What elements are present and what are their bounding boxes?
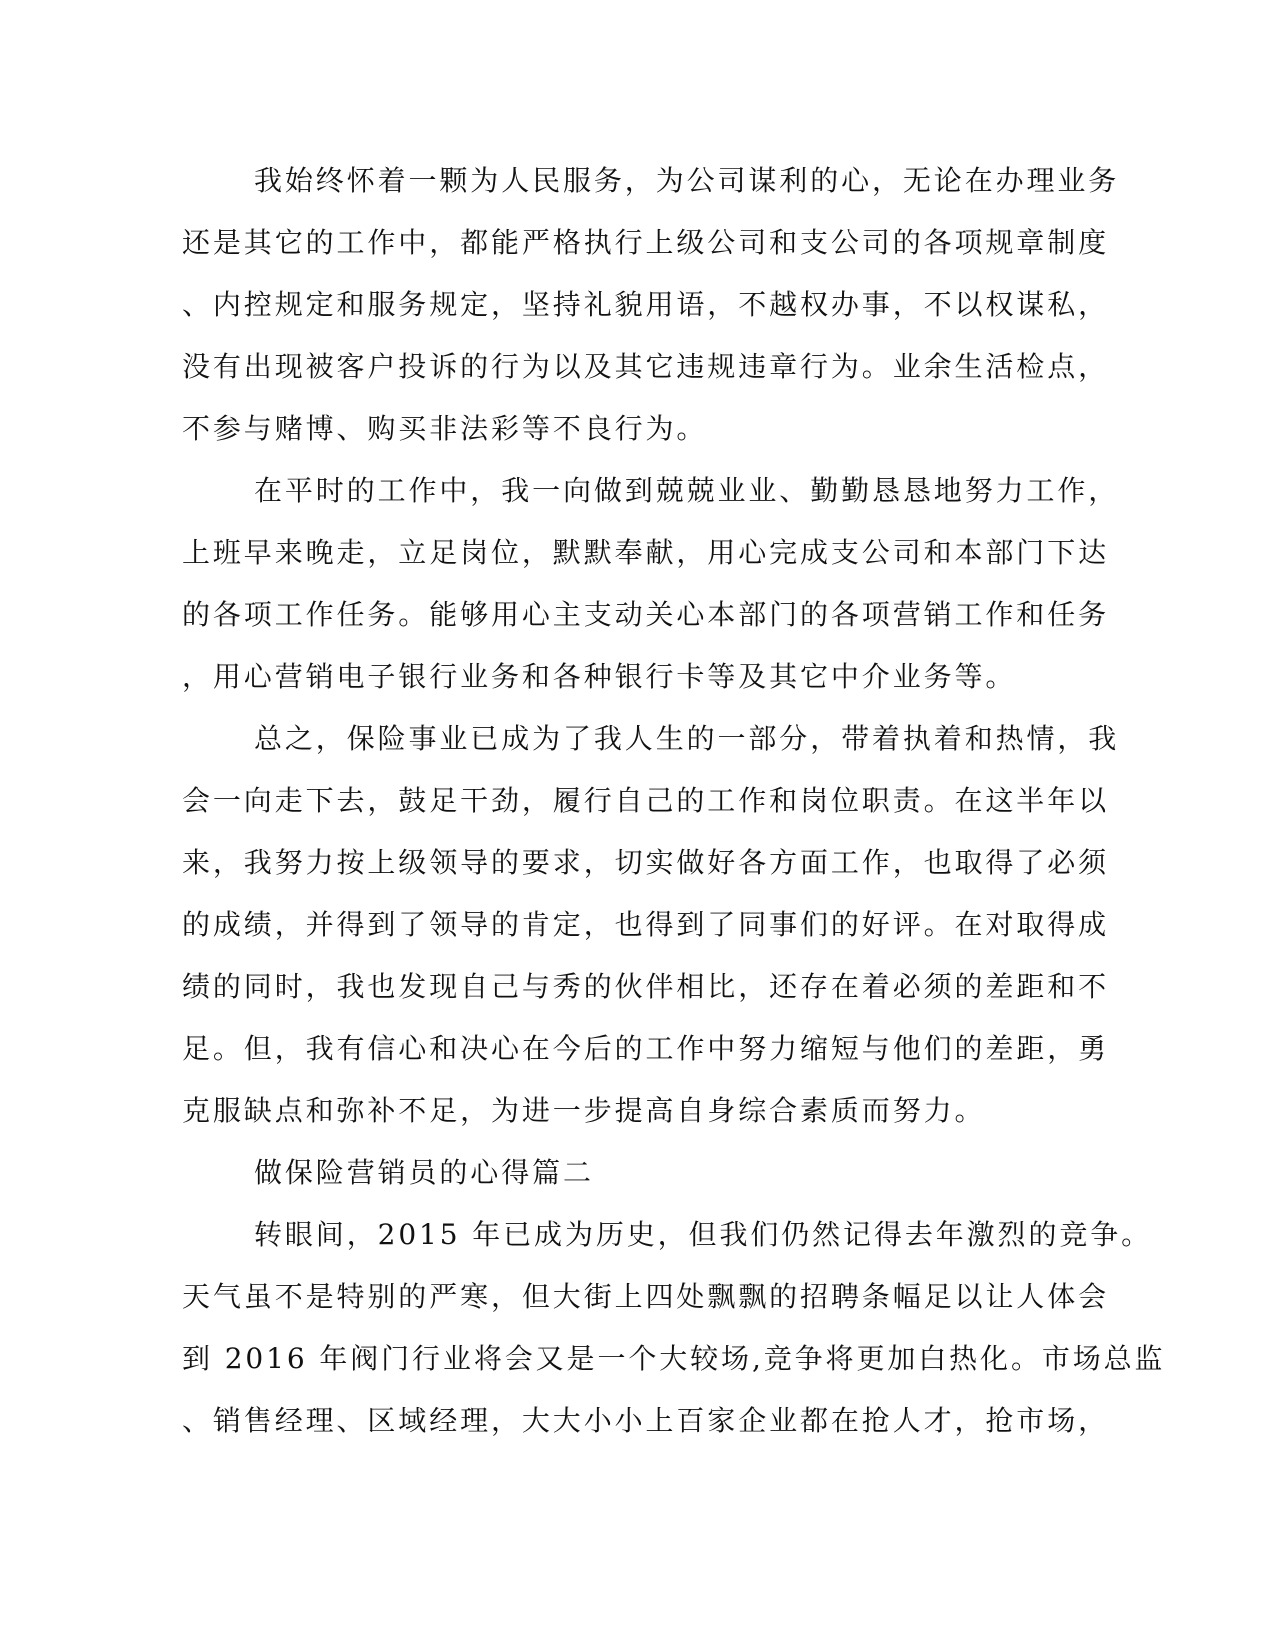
text-line: 上班早来晚走，立足岗位，默默奉献，用心完成支公司和本部门下达 (182, 536, 1110, 569)
text-line: 来，我努力按上级领导的要求，切实做好各方面工作，也取得了必须 (182, 846, 1110, 879)
text-line: 会一向走下去，鼓足干劲，履行自己的工作和岗位职责。在这半年以 (182, 784, 1110, 817)
text-line: 在平时的工作中，我一向做到兢兢业业、勤勤恳恳地努力工作， (254, 474, 1120, 507)
paragraph-4 (182, 1204, 1166, 1452)
text-line: 没有出现被客户投诉的行为以及其它违规违章行为。业余生活检点， (182, 350, 1110, 383)
section-title: 做保险营销员的心得篇二 (254, 1156, 594, 1189)
paragraph-2 (182, 460, 1120, 708)
text-line: 足。但，我有信心和决心在今后的工作中努力缩短与他们的差距，勇 (182, 1032, 1110, 1065)
text-line: 绩的同时，我也发现自己与秀的伙伴相比，还存在着必须的差距和不 (182, 970, 1110, 1003)
text-line: 到 2016 年阀门行业将会又是一个大较场,竞争将更加白热化。市场总监 (182, 1342, 1166, 1375)
paragraph-1 (182, 150, 1120, 460)
text-line: ，用心营销电子银行业务和各种银行卡等及其它中介业务等。 (182, 660, 1017, 693)
text-line: 我始终怀着一颗为人民服务，为公司谋利的心，无论在办理业务 (254, 164, 1120, 197)
text-line: 、内控规定和服务规定，坚持礼貌用语，不越权办事，不以权谋私， (182, 288, 1110, 321)
text-line: 转眼间，2015 年已成为历史，但我们仍然记得去年激烈的竞争。 (254, 1218, 1153, 1251)
text-line: 、销售经理、区域经理，大大小小上百家企业都在抢人才，抢市场， (182, 1404, 1110, 1437)
text-line: 不参与赌博、购买非法彩等不良行为。 (182, 412, 708, 445)
text-line: 还是其它的工作中，都能严格执行上级公司和支公司的各项规章制度 (182, 226, 1110, 259)
document-body (182, 150, 1166, 1452)
text-line: 天气虽不是特别的严寒，但大街上四处飘飘的招聘条幅足以让人体会 (182, 1280, 1110, 1313)
text-line: 克服缺点和弥补不足，为进一步提高自身综合素质而努力。 (182, 1094, 986, 1127)
text-line: 的成绩，并得到了领导的肯定，也得到了同事们的好评。在对取得成 (182, 908, 1110, 941)
section-heading (182, 1142, 1062, 1204)
paragraph-3 (182, 708, 1120, 1142)
text-line: 的各项工作任务。能够用心主支动关心本部门的各项营销工作和任务 (182, 598, 1110, 631)
text-line: 总之，保险事业已成为了我人生的一部分，带着执着和热情，我 (254, 722, 1120, 755)
